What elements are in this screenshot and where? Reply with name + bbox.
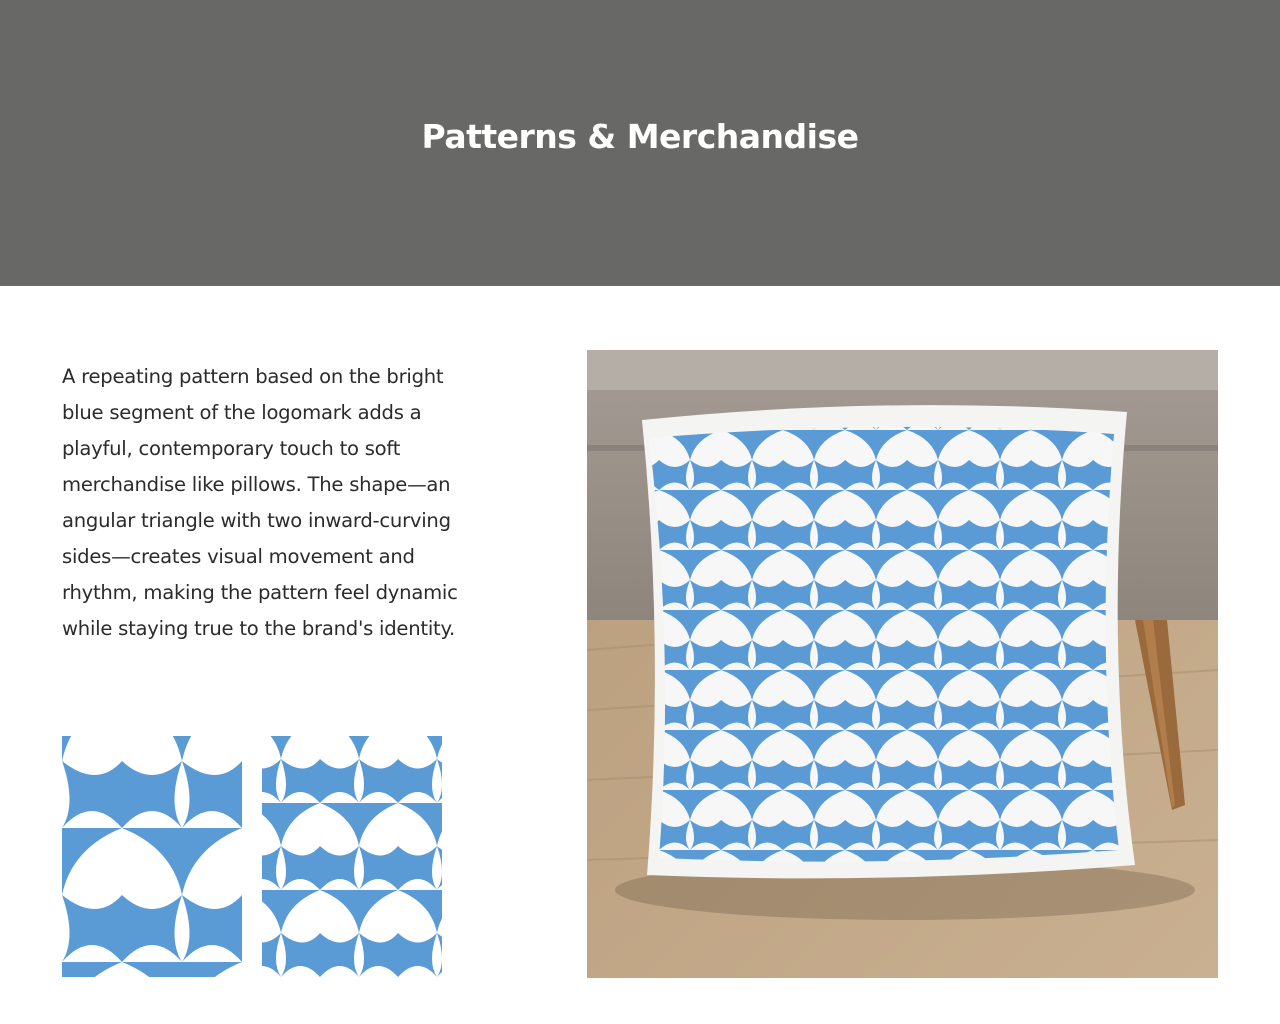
pattern-swatch-small	[262, 736, 442, 977]
description-text: A repeating pattern based on the bright blue segment of the logomark adds a playful, contemporary touch to soft merchandise like pillows. The shape—an angular triangle with two inward-curving sides—creates visual movement and rhythm, making the pattern feel dynamic while staying true to the brand's identity.	[62, 365, 458, 640]
page-title: Patterns & Merchandise	[421, 117, 859, 156]
pillow-mockup-image	[587, 350, 1218, 978]
header-banner	[0, 0, 1280, 286]
pattern-swatch-large	[62, 736, 242, 977]
